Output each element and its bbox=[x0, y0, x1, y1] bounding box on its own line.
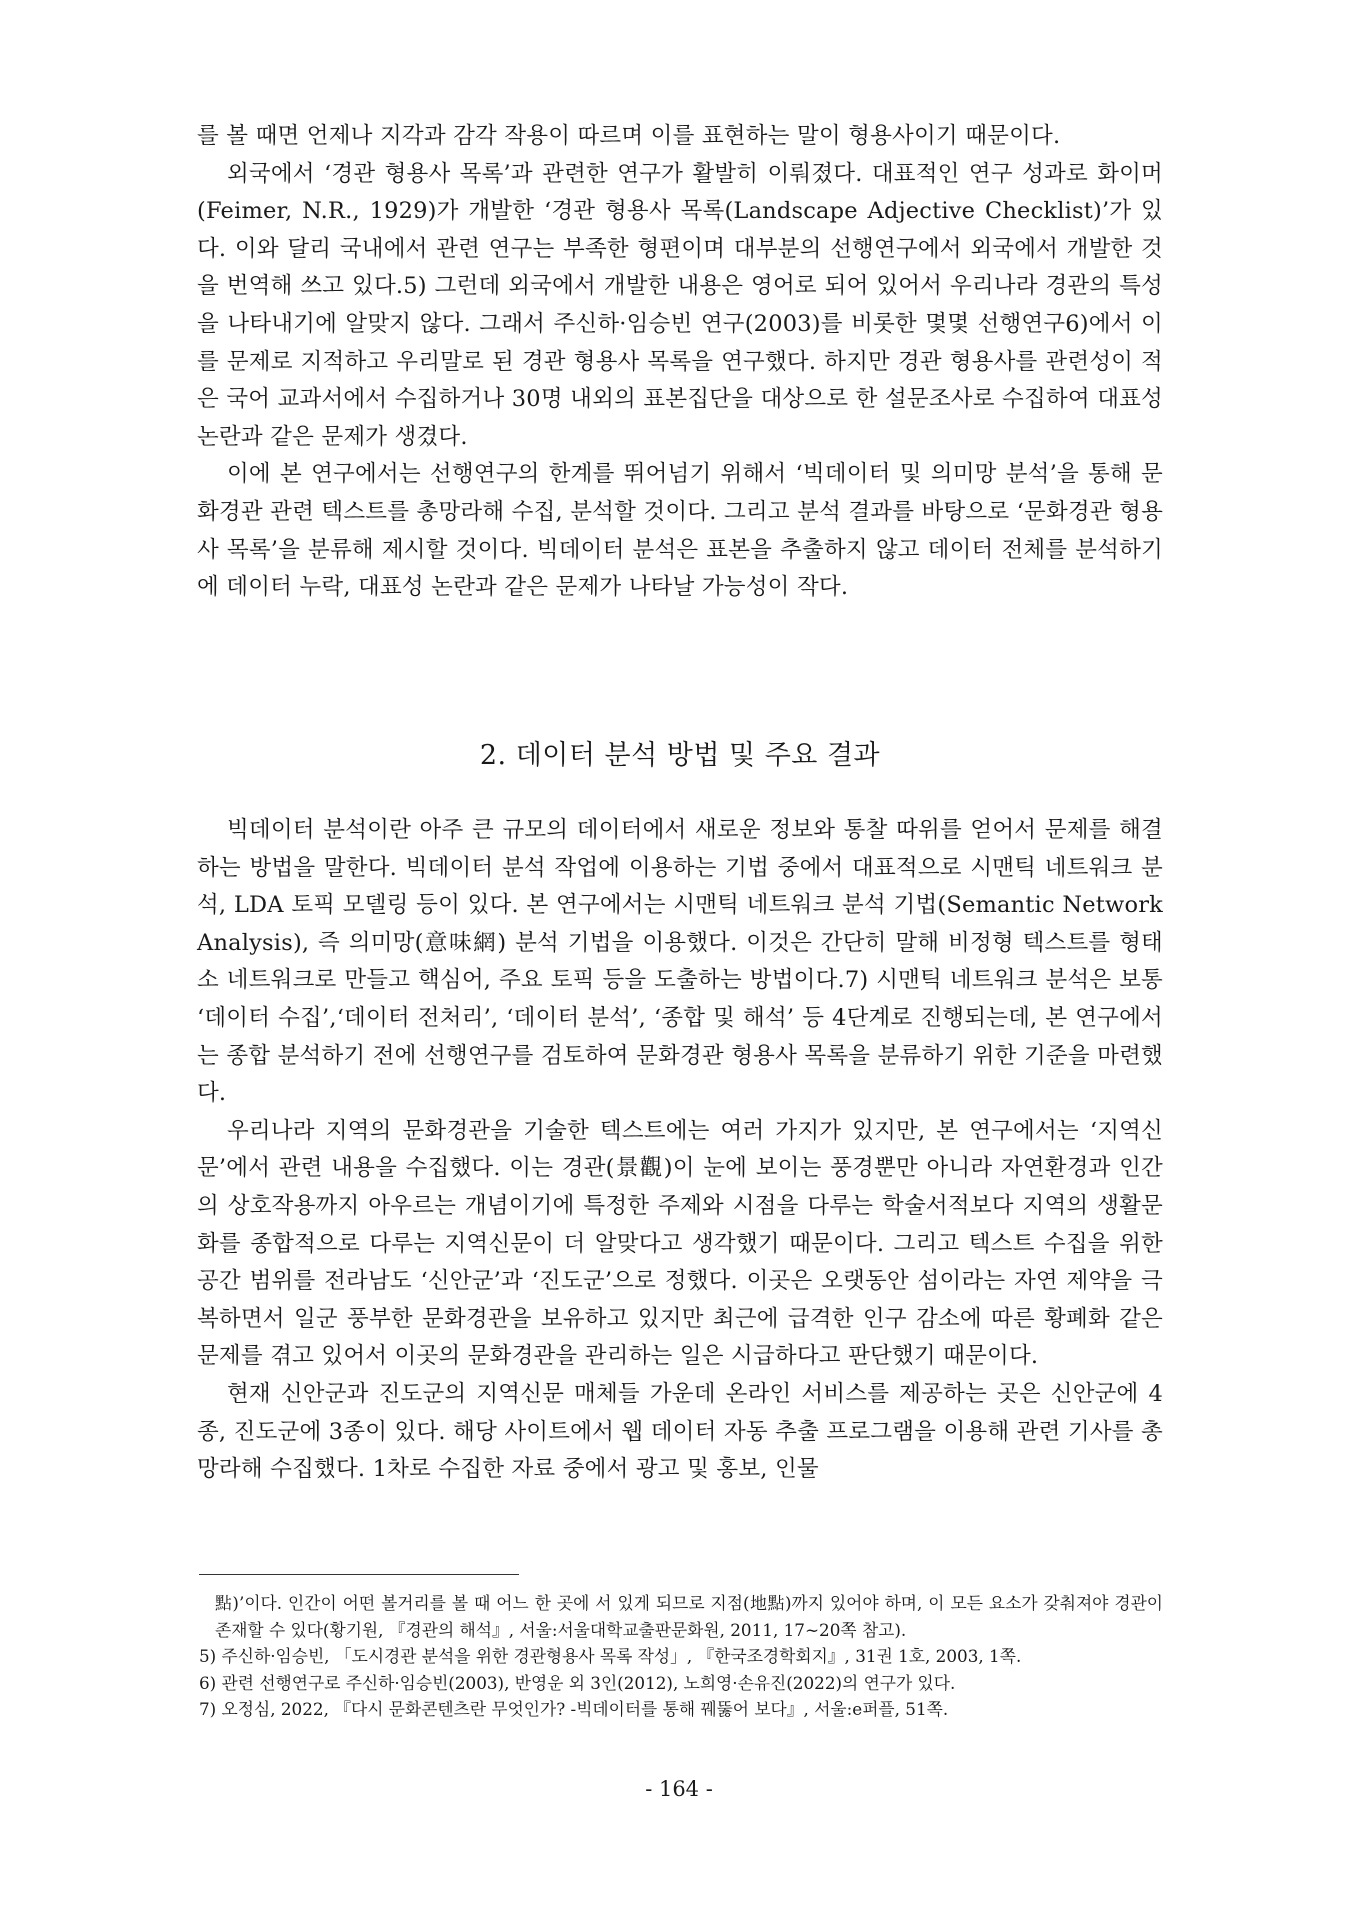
paragraph-continuation: 를 볼 때면 언제나 지각과 감각 작용이 따르며 이를 표현하는 말이 형용사이기 때문이다. bbox=[197, 123, 1061, 149]
footnote-7: 7) 오정심, 2022, 『다시 문화콘텐츠란 무엇인가? -빅데이터를 통해 꿰뚫어 보다』, 서울:e퍼플, 51쪽. bbox=[199, 1699, 949, 1719]
paragraph-foreign-research: 외국에서 ‘경관 형용사 목록’과 관련한 연구가 활발히 이뤄졌다. 대표적인 연구 성과로 화이머(Feimer, N.R., 1929)가 개발한 ‘경관 형용사 목록(Landscape Adjective Checklist)’가 있다. 이와 달리 국내에서 관련 연구는 부족한 형편이며 대부분의 선행연구에서 외국에서 개발한 것을 번역해 쓰고 있다.5) 그런데 외국에서 개발한 내용은 영어로 되어 있어서 우리나라 경관의 특성을 나타내기에 알맞지 않다. 그래서 주신하·임승빈 연구(2003)를 비롯한 몇몇 선행연구6)에서 이를 문제로 지적하고 우리말로 된 경관 형용사 목록을 연구했다. 하지만 경관 형용사를 관련성이 적은 국어 교과서에서 수집하거나 30명 내외의 표본집단을 대상으로 한 설문조사로 수집하여 대표성 논란과 같은 문제가 생겼다. bbox=[197, 160, 1163, 450]
footnote-divider bbox=[199, 1574, 519, 1575]
paragraph-study-purpose: 이에 본 연구에서는 선행연구의 한계를 뛰어넘기 위해서 ‘빅데이터 및 의미망 분석’을 통해 문화경관 관련 텍스트를 총망라해 수집, 분석할 것이다. 그리고 분석 결과를 바탕으로 ‘문화경관 형용사 목록’을 분류해 제시할 것이다. 빅데이터 분석은 표본을 추출하지 않고 데이터 전체를 분석하기에 데이터 누락, 대표성 논란과 같은 문제가 나타날 가능성이 작다. bbox=[197, 461, 1163, 601]
section-text-block bbox=[197, 812, 1163, 1489]
paragraph-bigdata-method: 빅데이터 분석이란 아주 큰 규모의 데이터에서 새로운 정보와 통찰 따위를 얻어서 문제를 해결하는 방법을 말한다. 빅데이터 분석 작업에 이용하는 기법 중에서 대표적으로 시맨틱 네트워크 분석, LDA 토픽 모델링 등이 있다. 본 연구에서는 시맨틱 네트워크 분석 기법(Semantic Network Analysis), 즉 의미망(意味網) 분석 기법을 이용했다. 이것은 간단히 말해 비정형 텍스트를 형태소 네트워크로 만들고 핵심어, 주요 토픽 등을 도출하는 방법이다.7) 시맨틱 네트워크 분석은 보통 ‘데이터 수집’,‘데이터 전처리’, ‘데이터 분석’, ‘종합 및 해석’ 등 4단계로 진행되는데, 본 연구에서는 종합 분석하기 전에 선행연구를 검토하여 문화경관 형용사 목록을 분류하기 위한 기준을 마련했다. bbox=[197, 817, 1163, 1107]
intro-text-block bbox=[197, 118, 1163, 607]
footnote-continuation: 點)’이다. 인간이 어떤 볼거리를 볼 때 어느 한 곳에 서 있게 되므로 지점(地點)까지 있어야 하며, 이 모든 요소가 갖춰져야 경관이 존재할 수 있다(황기원, 『경관의 해석』, 서울:서울대학교출판문화원, 2011, 17∼20쪽 참고). bbox=[215, 1593, 1163, 1640]
footnotes bbox=[199, 1590, 1163, 1723]
footnote-6: 6) 관련 선행연구로 주신하·임승빈(2003), 반영운 외 3인(2012), 노희영·손유진(2022)의 연구가 있다. bbox=[199, 1672, 956, 1693]
footnote-5: 5) 주신하·임승빈, 「도시경관 분석을 위한 경관형용사 목록 작성」, 『한국조경학회지』, 31권 1호, 2003, 1쪽. bbox=[199, 1646, 1022, 1666]
section-heading: 2. 데이터 분석 방법 및 주요 결과 bbox=[479, 740, 881, 771]
page-number: - 164 - bbox=[645, 1777, 713, 1801]
paragraph-local-newspaper: 우리나라 지역의 문화경관을 기술한 텍스트에는 여러 가지가 있지만, 본 연구에서는 ‘지역신문’에서 관련 내용을 수집했다. 이는 경관(景觀)이 눈에 보이는 풍경뿐만 아니라 자연환경과 인간의 상호작용까지 아우르는 개념이기에 특정한 주제와 시점을 다루는 학술서적보다 지역의 생활문화를 종합적으로 다루는 지역신문이 더 알맞다고 생각했기 때문이다. 그리고 텍스트 수집을 위한 공간 범위를 전라남도 ‘신안군’과 ‘진도군’으로 정했다. 이곳은 오랫동안 섬이라는 자연 제약을 극복하면서 일군 풍부한 문화경관을 보유하고 있지만 최근에 급격한 인구 감소에 따른 황폐화 같은 문제를 겪고 있어서 이곳의 문화경관을 관리하는 일은 시급하다고 판단했기 때문이다. bbox=[197, 1117, 1163, 1370]
paragraph-data-collection: 현재 신안군과 진도군의 지역신문 매체들 가운데 온라인 서비스를 제공하는 곳은 신안군에 4종, 진도군에 3종이 있다. 해당 사이트에서 웹 데이터 자동 추출 프로그램을 이용해 관련 기사를 총망라해 수집했다. 1차로 수집한 자료 중에서 광고 및 홍보, 인물 bbox=[197, 1380, 1163, 1483]
